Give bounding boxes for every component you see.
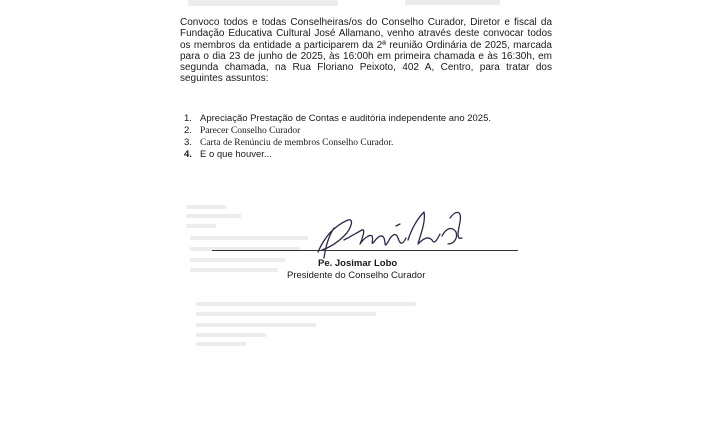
signer-title: Presidente do Conselho Curador — [287, 270, 426, 281]
agenda-item-number: 3. — [184, 137, 192, 148]
agenda-item-number: 4. — [184, 149, 192, 160]
agenda-item-number: 2. — [184, 125, 192, 136]
agenda-item-text: Parecer Conselho Curador — [200, 126, 301, 136]
agenda-item — [184, 149, 491, 161]
agenda-item-number: 1. — [184, 113, 192, 124]
agenda-item-text: E o que houver... — [200, 149, 272, 160]
agenda-item — [184, 125, 491, 137]
agenda-item — [184, 137, 491, 149]
agenda-list — [184, 113, 491, 161]
signature-line — [212, 250, 518, 251]
signer-name: Pe. Josimar Lobo — [318, 258, 398, 269]
convocation-paragraph: Convoco todos e todas Conselheiras/os do Conselho Curador, Diretor e fiscal da Fundação Educativa Cultural José Allamano, venho através deste convocar todos os membros da entidade a participarem da 2ª reunião Ordinária de 2025, marcada para o dia 23 de junho de 2025, às 16:00h em primeira chamada e às 16:30h, em segunda chamada, na Rua Floriano Peixoto, 402 A, Centro, para tratar dos seguintes assuntos: — [180, 17, 552, 85]
agenda-item-text: Carta de Renúnciu de membros Conselho Curador. — [200, 138, 394, 148]
agenda-item-text: Apreciação Prestação de Contas e auditória independente ano 2025. — [200, 113, 492, 124]
agenda-item — [184, 113, 491, 125]
